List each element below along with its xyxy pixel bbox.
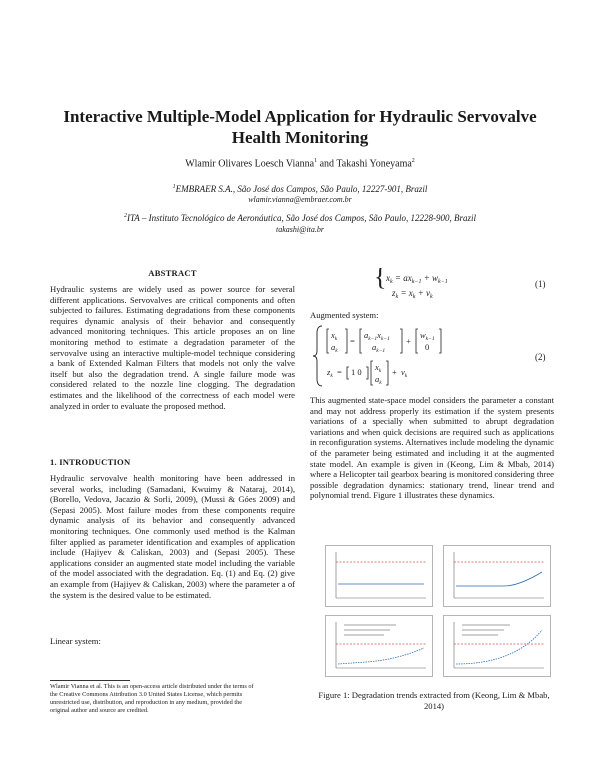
svg-text:xk: $x_k$: [375, 362, 382, 374]
svg-text:xk = axk−1 + wk−1: $x_k = ax_{k-1} + w_{k-1}$: [386, 273, 448, 285]
introduction-heading: 1. INTRODUCTION: [50, 457, 131, 467]
equation-2-number: (2): [535, 352, 546, 362]
footnote: Wlamir Vianna et al. This is an open-access article distributed under the terms of the Creative Commons Attribution 3.0 United States License, which permits unrestricted use, distribution, and reproduction in any medium, provided the original author and source are credited.: [50, 683, 254, 714]
svg-text:zk: $z_k$: [327, 367, 333, 379]
svg-text:ak−1xk−1: $a_{k-1}x_{k-1}$: [364, 330, 390, 342]
panel-stationary-trend: [325, 545, 433, 607]
author-1-sup: 1: [314, 158, 318, 164]
svg-text:0: 0: [425, 342, 430, 352]
svg-text:xk: $x_k$: [331, 330, 338, 342]
equation-1: [372, 268, 492, 302]
svg-text:1 0: 1 0: [351, 367, 362, 377]
footnote-rule: [50, 680, 130, 681]
svg-text:vk: $v_k$: [401, 367, 408, 379]
affiliation-2-email[interactable]: takashi@ita.br: [275, 225, 325, 234]
affiliation-2-sup: 2: [123, 213, 127, 219]
augmented-system-label: Augmented system:: [310, 310, 379, 320]
right-column-body: This augmented state-space model considers the parameter a constant and may not address properly its estimation if the system presents variations of a specially when submitted to abrupt degradation variations and when quick decisions are required such as applications in reconfiguration systems. Alternatives include modeling the dynamic of the parameter being estimated and including it at the augmented state model. An example is given in (Keong, Lim & Mbab, 2014) where a Helicopter tail gearbox bearing is monitored considering three possible degradation dynamics: stationary trend, linear trend and polynomial trend. Figure 1 illustrates these dynamics.: [310, 395, 554, 501]
linear-system-label: Linear system:: [50, 636, 101, 646]
abstract-body: Hydraulic systems are widely used as power source for several different applications. Servovalves are critical components and often subjected to failures. Estimating degradations from these components requires dynamic analysis of their behavior and consequently advanced monitoring techniques. This article proposes an on line monitoring method to estimate a degradation parameter of the servovalve using an interactive multiple-model technique considering a bank of Extended Kalman Filters that models not only the valve itself but also the degradation trend. A single failure mode was considered related to the nozzle line clogging. The degradation estimates and the likelihood of the correctness of each model were analyzed in order to evaluate the proposed method.: [50, 284, 295, 411]
figure-1-caption: Figure 1: Degradation trends extracted from (Keong, Lim & Mbab, 2014): [318, 690, 550, 711]
equation-2: [312, 323, 512, 389]
panel-linear-trend: [443, 545, 551, 607]
svg-text:=: =: [350, 336, 355, 346]
author-conjunction: and: [319, 158, 335, 170]
affiliation-1-email[interactable]: wlamir.vianna@embraer.com.br: [248, 195, 352, 204]
svg-text:zk = xk + vk: $z_k = x_k + v_k$: [392, 288, 433, 300]
svg-text:=: =: [337, 367, 342, 377]
introduction-body: Hydraulic servovalve health monitoring have been addressed in several works, including (Samadani, Kwuimy & Nataraj, 2014), (Borello, Vedova, Jacazio & Sorli, 2009), (Mussi & Góes 2009) and (Sepasi 2005). Most failure modes from these components require dynamic analysis of its behavior and consequently advanced monitoring techniques. One commonly used method is the Kalman filter applied as parameter identification and examples of application include (Hajiyev & Caliskan, 2003) and (Sepasi 2005). These applications consider an augmented state model including the variable of the model associated with the degradation. Eq. (1) and Eq. (2) give an example from (Hajiyev & Caliskan, 2003) where the parameter a of the system is the desired value to be estimated.: [50, 473, 295, 600]
affiliation-1-text: EMBRAER S.A., São José dos Campos, São Paulo, 12227-901, Brazil: [175, 184, 428, 194]
svg-text:ak: $a_k$: [331, 342, 338, 354]
svg-text:+: +: [406, 336, 411, 346]
affiliation-2-text: ITA – Instituto Tecnológico de Aeronáutica, São José dos Campos, São Paulo, 12228-900, Brazil: [126, 213, 477, 223]
svg-text:ak: $a_k$: [375, 374, 382, 386]
panel-linear-degradation: [325, 615, 433, 677]
svg-text:wk−1: $w_{k-1}$: [420, 330, 435, 342]
author-2: Takashi Yoneyama: [336, 158, 412, 170]
author-line: [0, 158, 600, 169]
affiliation-1-sup: 1: [172, 184, 176, 190]
affiliation-2: [0, 210, 600, 224]
svg-text:{: {: [374, 268, 387, 291]
panel-polynomial-trend: [443, 615, 551, 677]
figure-1: [325, 545, 553, 680]
svg-text:+: +: [392, 367, 397, 377]
author-1: Wlamir Olivares Loesch Vianna: [185, 158, 315, 170]
affiliation-1: [0, 181, 600, 195]
author-2-sup: 2: [411, 158, 415, 164]
paper-title: Interactive Multiple-Model Application for Hydraulic Servovalve Health Monitoring: [63, 107, 537, 147]
equation-1-number: (1): [535, 279, 546, 289]
abstract-heading: ABSTRACT: [148, 268, 197, 278]
svg-text:ak−1: $a_{k-1}$: [372, 342, 386, 354]
